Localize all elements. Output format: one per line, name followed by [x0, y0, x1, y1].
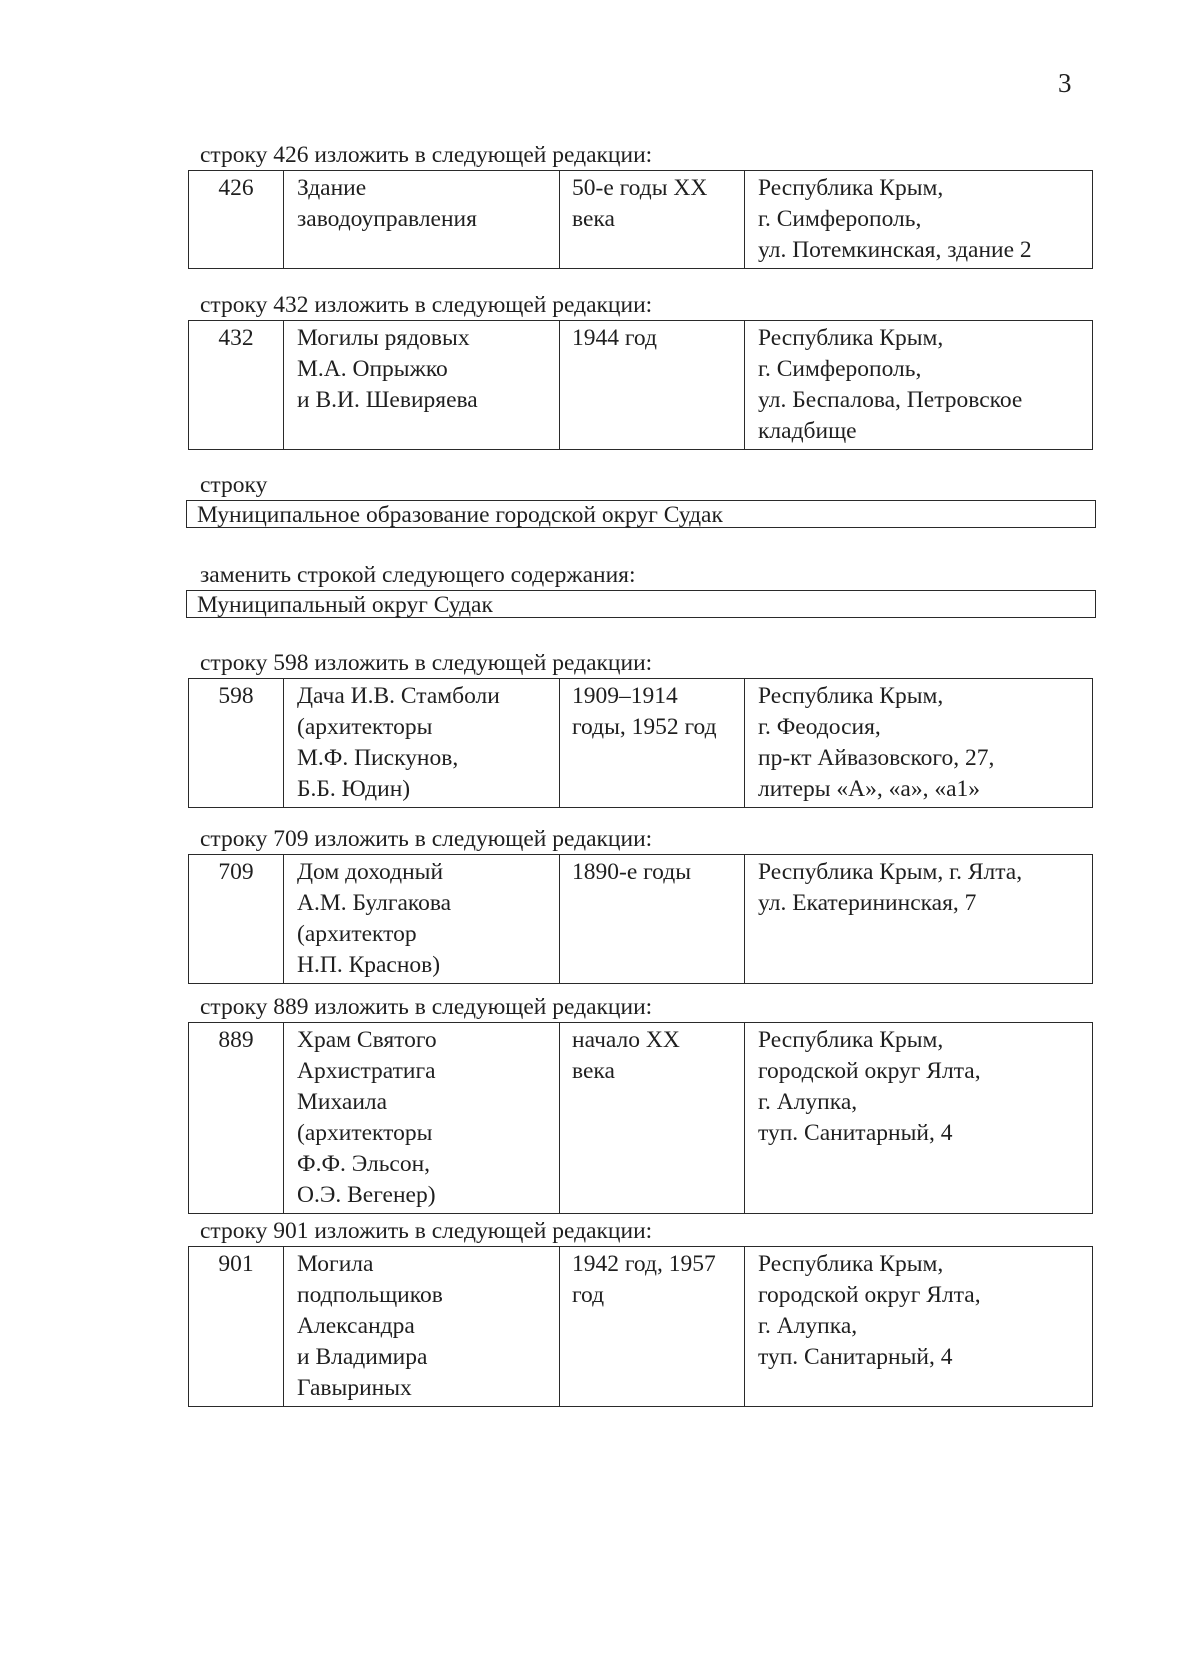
- cell-line: века: [572, 1058, 615, 1084]
- table-row: [189, 1247, 1093, 1407]
- cell-line: 426: [218, 175, 254, 201]
- register-row-table: [188, 1022, 1093, 1214]
- object-name-cell: [284, 321, 560, 450]
- cell-line: Ф.Ф. Эльсон,: [297, 1151, 431, 1177]
- cell-line: М.А. Опрыжко: [297, 356, 448, 382]
- cell-line: г. Алупка,: [758, 1089, 858, 1115]
- register-row-table: [188, 1246, 1093, 1407]
- cell-line: туп. Санитарный, 4: [758, 1120, 953, 1146]
- table-row: [189, 171, 1093, 269]
- row-number-cell: [189, 855, 284, 984]
- cell-line: века: [572, 206, 615, 232]
- cell-line: заводоуправления: [297, 206, 477, 232]
- row-number-cell: [189, 679, 284, 808]
- cell-line: Республика Крым,: [758, 683, 944, 709]
- register-row-table: [188, 320, 1093, 450]
- object-name-cell: [284, 679, 560, 808]
- table-row: [189, 855, 1093, 984]
- cell-line: 50-е годы XX: [572, 175, 708, 201]
- table-row: [189, 679, 1093, 808]
- cell-line: Республика Крым,: [758, 175, 944, 201]
- cell-line: Гавыриных: [297, 1375, 412, 1401]
- amendment-instruction: строку 901 изложить в следующей редакции:: [200, 1218, 653, 1244]
- address-cell: [745, 855, 1093, 984]
- cell-line: годы, 1952 год: [572, 714, 717, 740]
- register-row-table: [188, 854, 1093, 984]
- cell-line: 432: [218, 325, 254, 351]
- cell-line: (архитектор: [297, 921, 417, 947]
- cell-line: г. Симферополь,: [758, 356, 922, 382]
- cell-line: и Владимира: [297, 1344, 428, 1370]
- cell-line: городской округ Ялта,: [758, 1282, 981, 1308]
- cell-line: А.М. Булгакова: [297, 890, 452, 916]
- cell-line: ул. Беспалова, Петровское: [758, 387, 1023, 413]
- date-cell: [560, 1023, 745, 1214]
- cell-line: М.Ф. Пискунов,: [297, 745, 459, 771]
- object-name-cell: [284, 855, 560, 984]
- text-row: Муниципальное образование городской округ Судак: [186, 500, 1096, 528]
- row-number-cell: [189, 1247, 284, 1407]
- cell-line: пр-кт Айвазовского, 27,: [758, 745, 995, 771]
- table-row: [189, 1023, 1093, 1214]
- cell-line: 1942 год, 1957: [572, 1251, 716, 1277]
- cell-line: подпольщиков: [297, 1282, 443, 1308]
- cell-line: 598: [218, 683, 254, 709]
- page-number: 3: [1058, 68, 1072, 98]
- address-cell: [745, 1247, 1093, 1407]
- cell-line: (архитекторы: [297, 1120, 433, 1146]
- object-name-cell: [284, 171, 560, 269]
- amendment-instruction: строку 432 изложить в следующей редакции:: [200, 292, 653, 318]
- cell-line: Храм Святого: [297, 1027, 437, 1053]
- cell-line: 1909–1914: [572, 683, 678, 709]
- cell-line: Б.Б. Юдин): [297, 776, 411, 802]
- register-row-table: [188, 170, 1093, 269]
- cell-line: начало XX: [572, 1027, 680, 1053]
- cell-line: Здание: [297, 175, 367, 201]
- cell-line: (архитекторы: [297, 714, 433, 740]
- cell-line: г. Алупка,: [758, 1313, 858, 1339]
- amendment-instruction: заменить строкой следующего содержания:: [200, 562, 636, 588]
- cell-line: 901: [218, 1251, 254, 1277]
- row-number-cell: [189, 171, 284, 269]
- address-cell: [745, 171, 1093, 269]
- amendment-instruction: строку 598 изложить в следующей редакции:: [200, 650, 653, 676]
- text-row: Муниципальный округ Судак: [186, 590, 1096, 618]
- address-cell: [745, 321, 1093, 450]
- cell-line: кладбище: [758, 418, 857, 444]
- table-row: [189, 321, 1093, 450]
- cell-line: Могила: [297, 1251, 374, 1277]
- row-number-cell: [189, 1023, 284, 1214]
- cell-line: 1944 год: [572, 325, 657, 351]
- cell-line: ул. Потемкинская, здание 2: [758, 237, 1032, 263]
- cell-line: Михаила: [297, 1089, 388, 1115]
- cell-line: год: [572, 1282, 605, 1308]
- cell-line: 709: [218, 859, 254, 885]
- object-name-cell: [284, 1247, 560, 1407]
- cell-line: Н.П. Краснов): [297, 952, 441, 978]
- cell-line: Республика Крым,: [758, 1251, 944, 1277]
- cell-line: Республика Крым,: [758, 1027, 944, 1053]
- row-number-cell: [189, 321, 284, 450]
- amendment-instruction: строку 709 изложить в следующей редакции:: [200, 826, 653, 852]
- cell-line: Могилы рядовых: [297, 325, 470, 351]
- cell-line: Дача И.В. Стамболи: [297, 683, 500, 709]
- amendment-instruction: строку 426 изложить в следующей редакции:: [200, 142, 653, 168]
- cell-line: Александра: [297, 1313, 415, 1339]
- cell-line: Республика Крым,: [758, 325, 944, 351]
- cell-line: г. Симферополь,: [758, 206, 922, 232]
- cell-line: Дом доходный: [297, 859, 444, 885]
- register-row-table: [188, 678, 1093, 808]
- cell-line: Архистратига: [297, 1058, 436, 1084]
- cell-line: г. Феодосия,: [758, 714, 881, 740]
- date-cell: [560, 321, 745, 450]
- cell-line: ул. Екатерининская, 7: [758, 890, 977, 916]
- date-cell: [560, 1247, 745, 1407]
- amendment-instruction: строку: [200, 472, 268, 498]
- cell-line: 1890-е годы: [572, 859, 692, 885]
- date-cell: [560, 855, 745, 984]
- date-cell: [560, 171, 745, 269]
- cell-line: и В.И. Шевиряева: [297, 387, 478, 413]
- cell-line: Республика Крым, г. Ялта,: [758, 859, 1023, 885]
- date-cell: [560, 679, 745, 808]
- cell-line: туп. Санитарный, 4: [758, 1344, 953, 1370]
- cell-line: литеры «А», «а», «а1»: [758, 776, 980, 802]
- cell-line: О.Э. Вегенер): [297, 1182, 436, 1208]
- cell-line: городской округ Ялта,: [758, 1058, 981, 1084]
- address-cell: [745, 679, 1093, 808]
- address-cell: [745, 1023, 1093, 1214]
- object-name-cell: [284, 1023, 560, 1214]
- amendment-instruction: строку 889 изложить в следующей редакции:: [200, 994, 653, 1020]
- cell-line: 889: [218, 1027, 254, 1053]
